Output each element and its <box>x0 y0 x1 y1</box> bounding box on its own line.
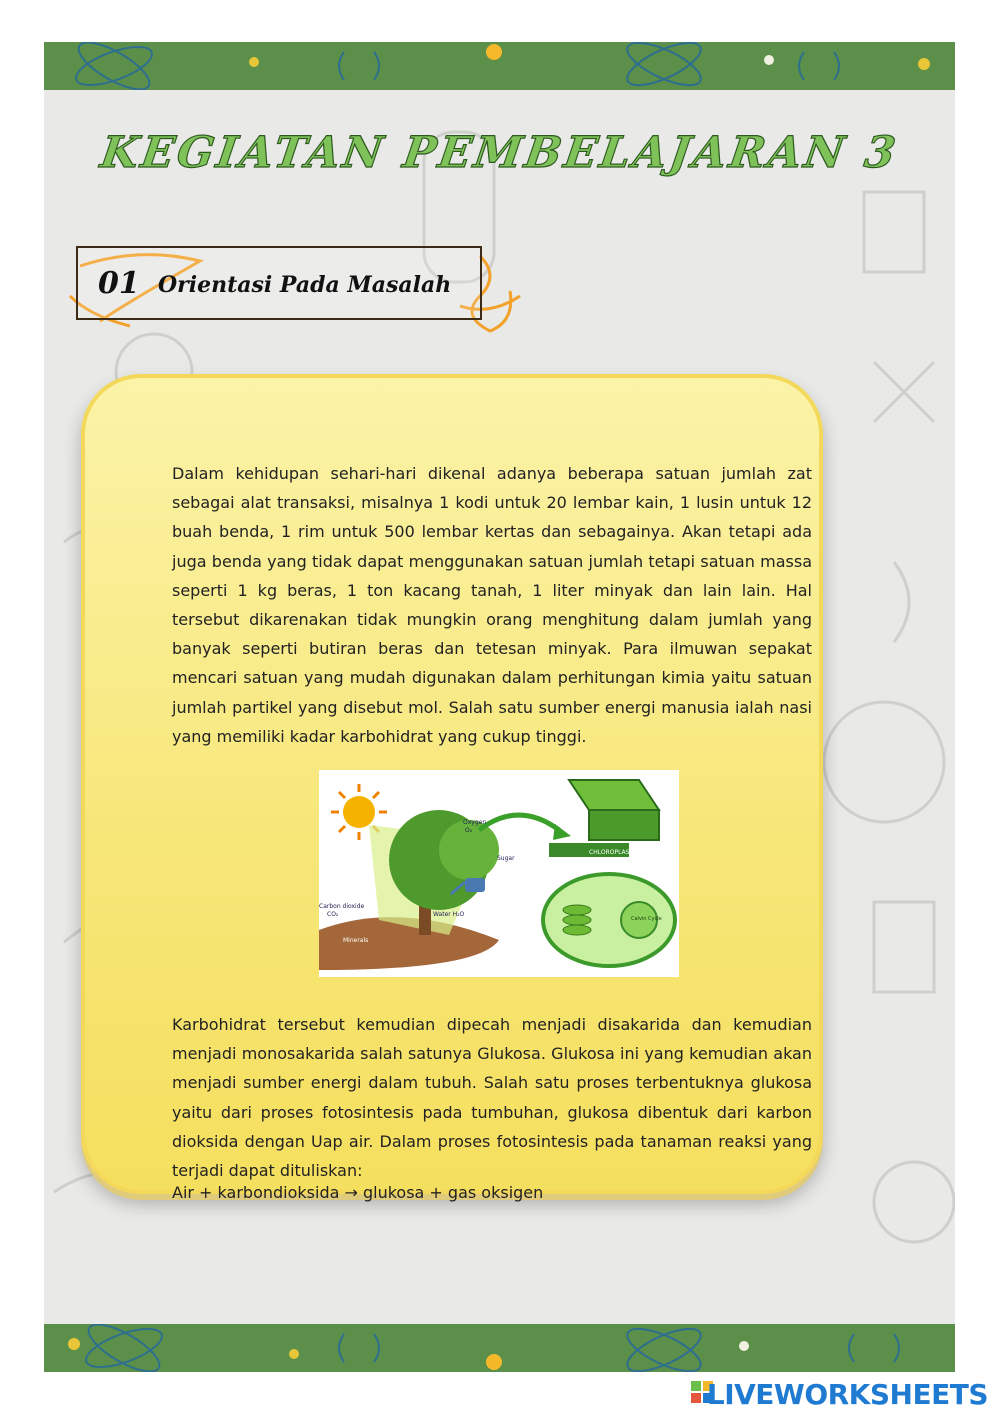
section-label: Orientasi Pada Masalah <box>158 272 452 298</box>
svg-text:Water H₂O: Water H₂O <box>433 911 465 918</box>
section-number: 01 <box>98 266 140 301</box>
paragraph-carbohydrate: Karbohidrat tersebut kemudian dipecah menjadi disakarida dan kemudian menjadi monosakarida salah satunya Glukosa. Glukosa ini yang kemudian akan menjadi sumber energi dalam tubuh. Salah satu proses terbentuknya glukosa yaitu dari proses fotosintesis pada tumbuhan, glukosa dibentuk dari karbon dioksida dengan Uap air. Dalam proses fotosintesis pada tanaman reaksi yang terjadi dapat dituliskan: <box>172 1015 812 1181</box>
svg-text:O₂: O₂ <box>465 827 473 834</box>
bottom-decorative-band <box>44 1324 955 1372</box>
page-title: KEGIATAN PEMBELAJARAN 3 <box>97 128 902 178</box>
brand-wordmark: LIVEWORKSHEETS <box>706 1378 988 1411</box>
svg-text:Carbon dioxide: Carbon dioxide <box>319 903 365 910</box>
svg-text:Calvin Cycle: Calvin Cycle <box>631 916 662 922</box>
svg-text:Oxygen: Oxygen <box>463 819 487 826</box>
top-decorative-band <box>44 42 955 90</box>
photosynthesis-illustration <box>319 770 679 977</box>
paragraph-intro: Dalam kehidupan sehari-hari dikenal adanya beberapa satuan jumlah zat sebagai alat transaksi, misalnya 1 kodi untuk 20 lembar kain, 1 lusin untuk 12 buah benda, 1 rim untuk 500 lembar kertas dan sebagainya. Akan tetapi ada juga benda yang tidak dapat menggunakan satuan jumlah tetapi satuan massa seperti 1 kg beras, 1 ton kacang tanah, 1 liter minyak dan lain lain. Hal tersebut dikarenakan tidak mungkin orang menghitung dalam jumlah yang banyak seperti butiran beras dan tetesan minyak. Para ilmuwan sepakat mencari satuan yang mudah digunakan dalam perhitungan kimia yaitu satuan jumlah partikel yang disebut mol. Salah satu sumber energi manusia ialah nasi yang memiliki kadar karbohidrat yang cukup tinggi. <box>172 464 812 746</box>
svg-text:CHLOROPLAST: CHLOROPLAST <box>589 849 634 856</box>
svg-text:CO₂: CO₂ <box>327 911 339 918</box>
svg-text:Sugar: Sugar <box>497 855 515 862</box>
photosynthesis-equation: Air + karbondioksida → glukosa + gas oksigen <box>172 1183 544 1202</box>
svg-text:Minerals: Minerals <box>343 937 369 944</box>
